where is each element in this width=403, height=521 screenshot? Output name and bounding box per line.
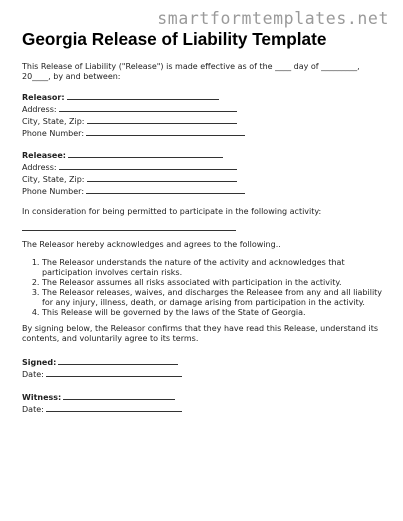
releasor-city-blank[interactable]	[87, 115, 237, 124]
releasor-name-blank[interactable]	[67, 91, 219, 100]
releasee-name-blank[interactable]	[68, 149, 223, 158]
releasee-city-blank[interactable]	[87, 173, 237, 182]
witness-label: Witness:	[22, 393, 62, 402]
releasee-address-line	[22, 161, 387, 173]
releasee-section	[22, 149, 387, 197]
releasee-address-blank[interactable]	[59, 161, 237, 170]
intro-paragraph: This Release of Liability ("Release") is made effective as of the ____ day of _________, 20____, by and between:	[22, 62, 360, 81]
releasor-address-label: Address:	[22, 105, 57, 114]
term-item: 2. The Releasor assumes all risks associated with participation in the activity.	[42, 278, 387, 288]
releasee-address-label: Address:	[22, 163, 57, 172]
signed-label: Signed:	[22, 358, 57, 367]
signed-blank[interactable]	[58, 356, 178, 365]
signature-section	[22, 356, 387, 380]
releasor-phone-blank[interactable]	[86, 127, 245, 136]
term-item: 3. The Releasor releases, waives, and discharges the Releasee from any and all liability for any injury, illness, death, or damage arising from participation in the activity.	[42, 288, 387, 308]
signed-line	[22, 356, 387, 368]
releasor-section	[22, 91, 387, 139]
releasor-city-line	[22, 115, 387, 127]
releasor-label: Releasor:	[22, 93, 65, 102]
terms-list	[22, 258, 387, 318]
witness-line	[22, 391, 387, 403]
releasee-label: Releasee:	[22, 151, 66, 160]
releasor-phone-line	[22, 127, 387, 139]
releasor-phone-label: Phone Number:	[22, 129, 85, 138]
signed-date-blank[interactable]	[46, 368, 182, 377]
releasee-phone-line	[22, 185, 387, 197]
releasor-address-line	[22, 103, 387, 115]
consideration-text: In consideration for being permitted to participate in the following activity:	[22, 207, 322, 216]
witness-section	[22, 391, 387, 415]
witness-blank[interactable]	[63, 391, 175, 400]
releasee-phone-label: Phone Number:	[22, 187, 85, 196]
signing-statement: By signing below, the Releasor confirms that they have read this Release, understand its contents, and voluntarily agree to its terms.	[22, 324, 379, 343]
term-item: 4. This Release will be governed by the laws of the State of Georgia.	[42, 308, 387, 318]
releasor-city-label: City, State, Zip:	[22, 117, 85, 126]
releasor-address-blank[interactable]	[59, 103, 237, 112]
witness-date-blank[interactable]	[46, 403, 182, 412]
releasee-city-line	[22, 173, 387, 185]
term-item: 1. The Releasor understands the nature of the activity and acknowledges that participation involves certain risks.	[42, 258, 387, 278]
witness-date-label: Date:	[22, 405, 44, 414]
releasor-line	[22, 91, 387, 103]
releasee-city-label: City, State, Zip:	[22, 175, 85, 184]
signed-date-line	[22, 368, 387, 380]
signed-date-label: Date:	[22, 370, 44, 379]
activity-blank[interactable]	[22, 229, 236, 231]
releasee-line	[22, 149, 387, 161]
document-title: Georgia Release of Liability Template	[22, 29, 327, 49]
releasee-phone-blank[interactable]	[86, 185, 245, 194]
document	[22, 29, 387, 415]
acknowledges-text: The Releasor hereby acknowledges and agrees to the following..	[22, 240, 281, 249]
witness-date-line	[22, 403, 387, 415]
watermark: smartformtemplates.net	[157, 9, 389, 28]
